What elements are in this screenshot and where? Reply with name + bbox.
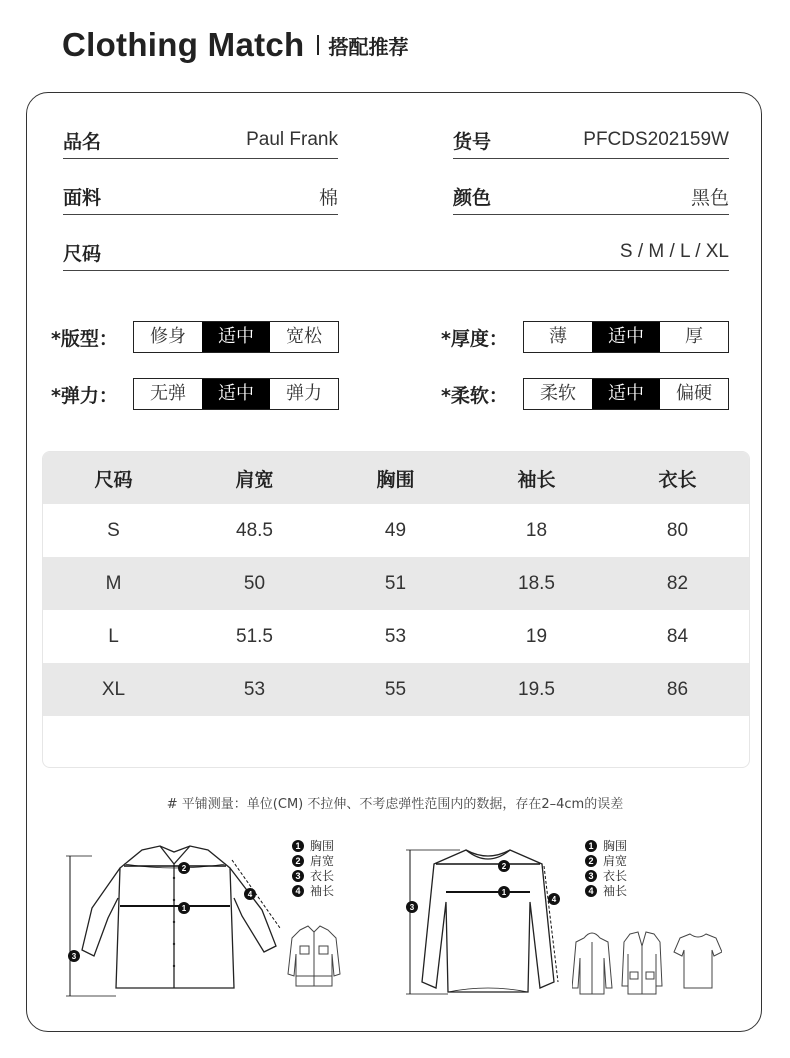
attr-elasticity-options [133,378,339,410]
shirt-markers [68,862,256,962]
legend-item [292,838,334,853]
attr-softness-option-selected: 适中 [592,379,660,409]
page-subtitle: 搭配推荐 [328,34,409,59]
table-cell: 86 [666,678,689,700]
legend-item [585,868,627,883]
code-label: 货号 [453,130,492,153]
table-cell: 53 [243,678,266,700]
info-row-fabric [63,178,338,215]
sweater-marker-1: 1 [501,888,507,897]
attr-fit-option: 修身 [150,326,186,347]
color-label: 颜色 [453,186,492,209]
table-row [43,504,749,557]
attr-thickness-option: 薄 [549,326,567,347]
sweater-marker-4: 4 [551,895,557,904]
shirt-measurement-diagram [62,838,282,1003]
sweater-marker-3: 3 [409,903,415,912]
legend-number: 1 [292,840,304,852]
table-row [43,610,749,663]
legend-number: 2 [585,855,597,867]
legend-number: 4 [585,885,597,897]
table-cell: XL [101,678,126,700]
table-cell: 53 [384,625,407,647]
attr-fit-option-selected: 适中 [202,322,270,352]
jacket-sketch [286,924,342,992]
legend-label: 袖长 [603,884,628,898]
table-cell: L [108,625,119,647]
table-cell: 51 [384,572,407,594]
legend-label: 袖长 [310,884,335,898]
table-row [43,557,749,610]
attr-softness-label: *柔软： [441,384,508,407]
legend-number: 4 [292,885,304,897]
attr-elasticity-option: 无弹 [150,383,186,404]
name-value: Paul Frank [246,129,338,150]
table-cell: 48.5 [236,519,273,541]
table-cell: 84 [666,625,689,647]
fabric-label: 面料 [63,186,102,209]
header-cell: 肩宽 [235,468,274,491]
attr-thickness-label: *厚度： [441,327,508,350]
header-cell: 尺码 [94,468,133,491]
table-cell: M [105,572,122,594]
info-row-name [63,122,338,159]
attr-fit [51,321,339,353]
color-value: 黑色 [690,187,729,209]
sweater-legend [585,838,627,898]
table-cell: 19 [525,625,548,647]
table-cell: 19.5 [518,678,555,700]
attr-softness-options [523,378,729,410]
table-row [43,663,749,716]
size-table [42,451,750,768]
shirt-marker-4: 4 [247,890,253,899]
sweater-measurement-diagram [400,842,570,1002]
legend-label: 肩宽 [310,854,335,868]
title-separator [317,35,319,55]
info-row-code [453,122,729,159]
legend-item [292,883,334,898]
size-label: 尺码 [63,242,102,265]
shirt-legend [292,838,334,898]
legend-number: 3 [292,870,304,882]
fabric-value: 棉 [318,187,338,209]
info-row-size [63,234,729,271]
attr-thickness [441,321,729,353]
table-cell: 18.5 [518,572,555,594]
garment-sketches [572,928,722,996]
legend-label: 胸围 [310,839,335,853]
name-label: 品名 [63,130,102,153]
sweater-marker-2: 2 [501,862,507,871]
attr-thickness-option: 厚 [685,326,703,347]
attr-thickness-option-selected: 适中 [592,322,660,352]
size-value: S / M / L / XL [619,241,729,262]
code-value: PFCDS202159W [583,129,729,150]
size-table-header [43,452,749,504]
legend-item [585,883,627,898]
shirt-marker-2: 2 [181,864,187,873]
page-title: Clothing Match [62,26,305,63]
header-cell: 胸围 [376,468,415,491]
attr-softness-option: 偏硬 [676,383,712,404]
legend-item [292,868,334,883]
legend-label: 衣长 [603,869,628,883]
legend-label: 衣长 [310,869,335,883]
attr-elasticity-option: 弹力 [286,383,322,404]
legend-item [585,838,627,853]
attr-elasticity-label: *弹力： [51,384,118,407]
table-cell: 82 [666,572,689,594]
sweater-markers [406,860,560,913]
attr-softness [441,378,729,410]
attr-thickness-options [523,321,729,353]
attr-fit-options [133,321,339,353]
legend-label: 肩宽 [603,854,628,868]
attr-elasticity-option-selected: 适中 [202,379,270,409]
attr-fit-option: 宽松 [286,326,322,347]
legend-label: 胸围 [603,839,628,853]
attr-fit-label: *版型： [51,327,118,350]
legend-number: 1 [585,840,597,852]
shirt-marker-1: 1 [181,904,187,913]
attr-elasticity [51,378,339,410]
table-cell: 55 [384,678,407,700]
legend-item [292,853,334,868]
legend-number: 3 [585,870,597,882]
info-row-color [453,178,729,215]
attr-softness-option: 柔软 [540,383,576,404]
table-cell: 50 [243,572,266,594]
shirt-marker-3: 3 [71,952,77,961]
header-cell: 衣长 [658,468,697,491]
legend-item [585,853,627,868]
table-cell: S [107,519,120,541]
legend-number: 2 [292,855,304,867]
table-cell: 51.5 [236,625,273,647]
table-cell: 49 [384,519,407,541]
table-cell: 18 [525,519,548,541]
measurement-note: # 平铺测量：单位(CM) 不拉伸、不考虑弹性范围内的数据，存在2–4cm的误差 [166,797,624,812]
table-cell: 80 [666,519,689,541]
header-cell: 袖长 [517,468,556,491]
page-header [62,26,409,64]
